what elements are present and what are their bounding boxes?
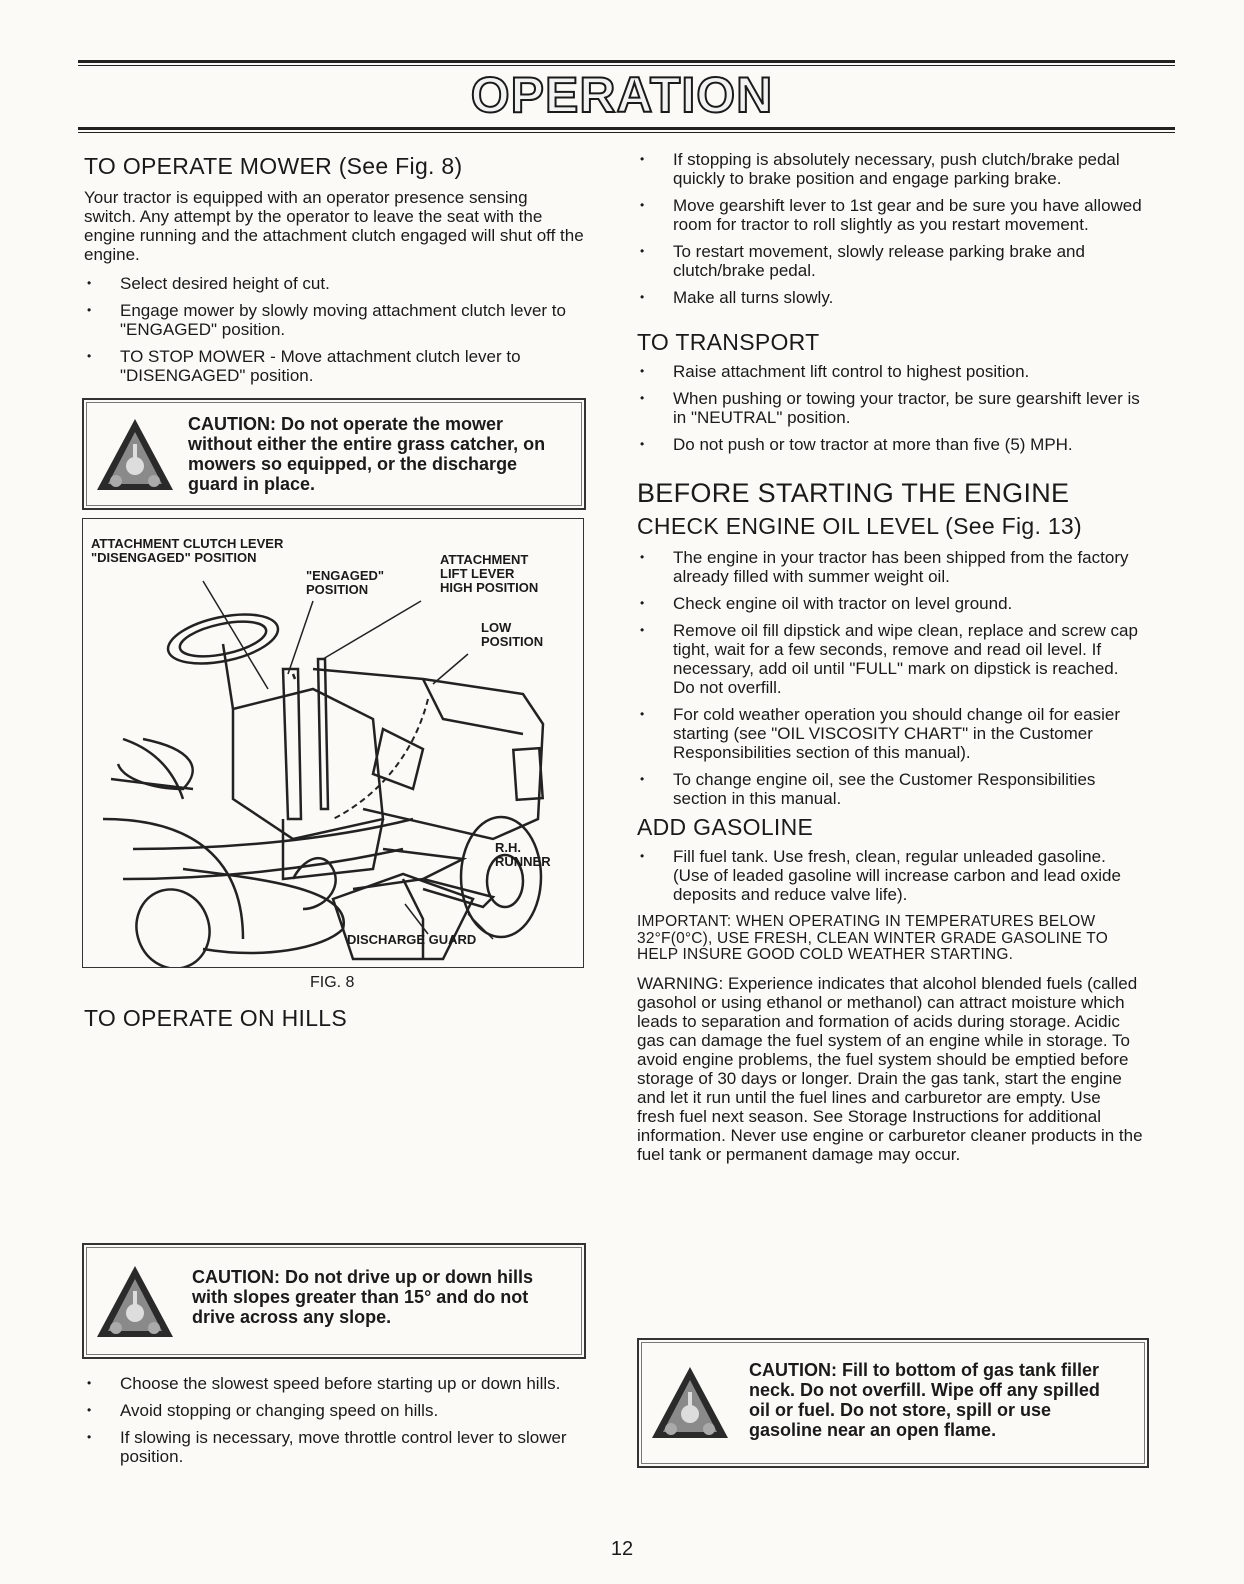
list-item: • When pushing or towing your tractor, be sure gearshift lever is in "NEUTRAL" position. xyxy=(637,389,1143,427)
operate-mower-heading: TO OPERATE MOWER (See Fig. 8) xyxy=(84,153,463,179)
transport-heading: TO TRANSPORT xyxy=(637,329,820,355)
warning-triangle-icon xyxy=(94,416,176,494)
caution-box-hills xyxy=(82,1243,586,1359)
list-item: • Select desired height of cut. xyxy=(84,274,584,293)
list-item: • Raise attachment lift control to highest position. xyxy=(637,362,1143,381)
oil-list xyxy=(637,548,1143,808)
label-high-position: HIGH POSITION xyxy=(440,580,539,595)
list-item: • Remove oil fill dipstick and wipe clean, replace and screw cap tight, wait for a few seconds, remove and read oil level. If necessary, add oil until "FULL" mark on dipstick is reached. Do not overfill. xyxy=(637,621,1143,697)
top-rule-thick xyxy=(78,60,1175,63)
list-item: • If stopping is absolutely necessary, push clutch/brake pedal quickly to brake position and engage parking brake. xyxy=(637,150,1143,188)
label-clutch-lever: ATTACHMENT CLUTCH LEVER xyxy=(91,536,284,551)
important-note: IMPORTANT: WHEN OPERATING IN TEMPERATURES BELOW 32°F(0°C), USE FRESH, CLEAN WINTER GRADE GASOLINE TO HELP INSURE GOOD COLD WEATHER STARTING. xyxy=(637,913,1108,963)
label-attachment: ATTACHMENT xyxy=(440,552,529,567)
list-item: • Check engine oil with tractor on level ground. xyxy=(637,594,1143,613)
figure-caption: FIG. 8 xyxy=(310,974,355,991)
list-item: • Make all turns slowly. xyxy=(637,288,1143,307)
right-column xyxy=(637,150,1143,1164)
operate-mower-list xyxy=(84,274,584,385)
gasoline-heading: ADD GASOLINE xyxy=(637,814,814,840)
list-item: • If slowing is necessary, move throttle control lever to slower position. xyxy=(84,1428,584,1466)
label-rh: R.H. xyxy=(495,840,521,855)
hills-section xyxy=(84,1005,584,1032)
page-number: 12 xyxy=(610,1538,634,1560)
label-low: LOW xyxy=(481,620,512,635)
label-low-position: POSITION xyxy=(481,634,544,649)
gasoline-list xyxy=(637,847,1143,904)
warning-note: WARNING: Experience indicates that alcohol blended fuels (called gasohol or using ethanol or methanol) can attract moisture which leads to separation and formation of acids during storage. Acidic gas can damage the fuel system of an engine while in storage. To avoid engine problems, the fuel system should be emptied before storage of 30 days or longer. Drain the gas tank, start the engine and let it run until the fuel lines and carburetor are empty. Use fresh fuel next season. See Storage Instructions for additional information. Never use engine or carburetor cleaner products in the fuel tank or permanent damage may occur. xyxy=(637,973,1143,1164)
list-item: • Fill fuel tank. Use fresh, clean, regular unleaded gasoline. (Use of leaded gasoline will increase carbon and lead oxide deposits and reduce valve life). xyxy=(637,847,1143,904)
list-item: • For cold weather operation you should change oil for easier starting (see "OIL VISCOSITY CHART" in the Customer Responsibilities section of this manual). xyxy=(637,705,1143,762)
warning-triangle-icon xyxy=(94,1263,176,1341)
list-item: • Engage mower by slowly moving attachment clutch lever to "ENGAGED" position. xyxy=(84,301,584,339)
title-rule-thick xyxy=(78,127,1175,130)
caution-text-hills: CAUTION: Do not drive up or down hills with slopes greater than 15° and do not drive across any slope. xyxy=(192,1267,533,1327)
hills-heading: TO OPERATE ON HILLS xyxy=(84,1005,348,1031)
list-item: • The engine in your tractor has been shipped from the factory already filled with summer weight oil. xyxy=(637,548,1143,586)
label-discharge-guard: DISCHARGE GUARD xyxy=(347,932,477,947)
list-item: • Avoid stopping or changing speed on hills. xyxy=(84,1401,584,1420)
caution-text-mower: CAUTION: Do not operate the mower without either the entire grass catcher, on mowers so equipped, or the discharge guard in place. xyxy=(188,414,546,494)
list-item: • To restart movement, slowly release parking brake and clutch/brake pedal. xyxy=(637,242,1143,280)
list-item: • To change engine oil, see the Customer Responsibilities section in this manual. xyxy=(637,770,1143,808)
transport-list xyxy=(637,362,1143,454)
operate-mower-intro: Your tractor is equipped with an operator presence sensing switch. Any attempt by the operator to leave the seat with the engine running and the attachment clutch engaged will shut off the engine. xyxy=(84,188,584,264)
caution-text-gasoline: CAUTION: Fill to bottom of gas tank filler neck. Do not overfill. Wipe off any spilled oil or fuel. Do not store, spill or use gasoline near an open flame. xyxy=(749,1360,1100,1440)
operate-mower-section xyxy=(84,153,584,385)
hill-continued-list xyxy=(637,150,1143,307)
figure-8 xyxy=(82,518,584,968)
warning-triangle-icon xyxy=(649,1364,731,1442)
caution-box-mower xyxy=(82,398,586,510)
label-engaged-position: POSITION xyxy=(306,582,369,597)
before-starting-heading: BEFORE STARTING THE ENGINE xyxy=(637,478,1070,508)
list-item: • Move gearshift lever to 1st gear and be sure you have allowed room for tractor to roll slightly as you restart movement. xyxy=(637,196,1143,234)
oil-level-heading: CHECK ENGINE OIL LEVEL (See Fig. 13) xyxy=(637,513,1082,539)
hills-list xyxy=(84,1374,584,1466)
label-runner: RUNNER xyxy=(495,854,551,869)
label-engaged: "ENGAGED" xyxy=(306,568,385,583)
label-lift-lever: LIFT LEVER xyxy=(440,566,515,581)
caution-box-gasoline xyxy=(637,1338,1149,1468)
title-rule-thin xyxy=(78,132,1175,133)
list-item: • Choose the slowest speed before starting up or down hills. xyxy=(84,1374,584,1393)
page-title: OPERATION xyxy=(470,67,774,123)
label-disengaged: "DISENGAGED" POSITION xyxy=(91,550,257,565)
list-item: • Do not push or tow tractor at more than five (5) MPH. xyxy=(637,435,1143,454)
list-item: • TO STOP MOWER - Move attachment clutch lever to "DISENGAGED" position. xyxy=(84,347,584,385)
